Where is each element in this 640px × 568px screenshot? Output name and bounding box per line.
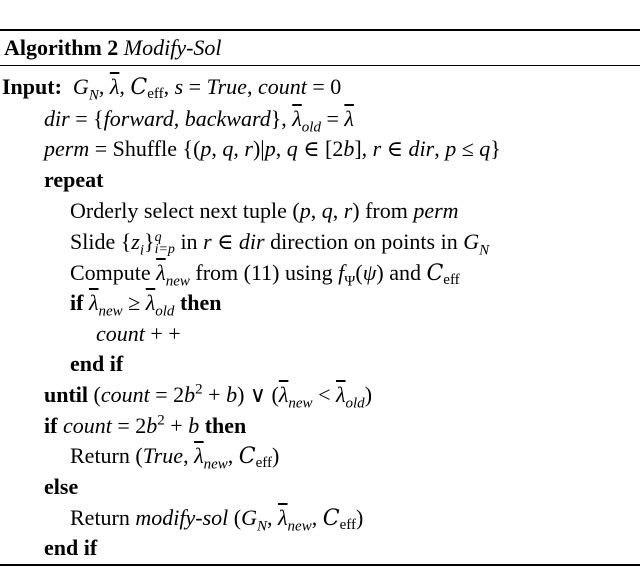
line-code: if $\overline{\lambda}_{new} \ge \overline{\lambda}_{old}$ then: [70, 290, 222, 320]
line-code: count + +: [96, 321, 181, 346]
line-code: repeat: [44, 167, 104, 192]
line-code: until (count = $2b^2 + b$) ∨ $(\overline{\lambda}_{new} < \overline{\lambda}_{old})$: [44, 381, 373, 412]
algorithm-label: Algorithm 2: [4, 35, 119, 60]
line-code: perm = Shuffle {(p, q, r)|p, q ∈ [2b], r ∈ dir, p ≤ q}: [44, 136, 501, 161]
line-code: end if: [70, 351, 124, 376]
line-code: Slide $\{z_i\}$ q i=p in r ∈ dir direction on points in $G_N$: [70, 229, 490, 259]
input-keyword: Input:: [2, 74, 62, 99]
algorithm-name: Modify-Sol: [123, 35, 222, 60]
line-code: Return (True, $\overline{\lambda}_{new}$, Ceff): [70, 443, 280, 473]
line-code: Compute $\overline{\lambda}_{new}$ from (11) using $f_\Psi(\psi)$ and Ceff: [70, 260, 460, 290]
algorithm-title: [4, 31, 222, 65]
line-code: end if: [44, 535, 98, 560]
line-code: else: [44, 474, 79, 499]
line-code: Return modify-sol ($G_N$, $\overline{\lambda}_{new}$, Ceff): [70, 505, 364, 535]
input-params: $G_N$, $\overline{\lambda}$, Ceff, s = True, count = 0: [72, 74, 342, 104]
line-code: dir = {forward, backward}, $\overline{\lambda}_{old} = \overline{\lambda}$: [44, 106, 354, 136]
title-rule: [0, 65, 640, 66]
line-code: if count = $2b^2 + b$ then: [44, 412, 247, 438]
bottom-rule: [0, 564, 640, 566]
line-code: Orderly select next tuple (p, q, r) from perm: [70, 198, 459, 223]
